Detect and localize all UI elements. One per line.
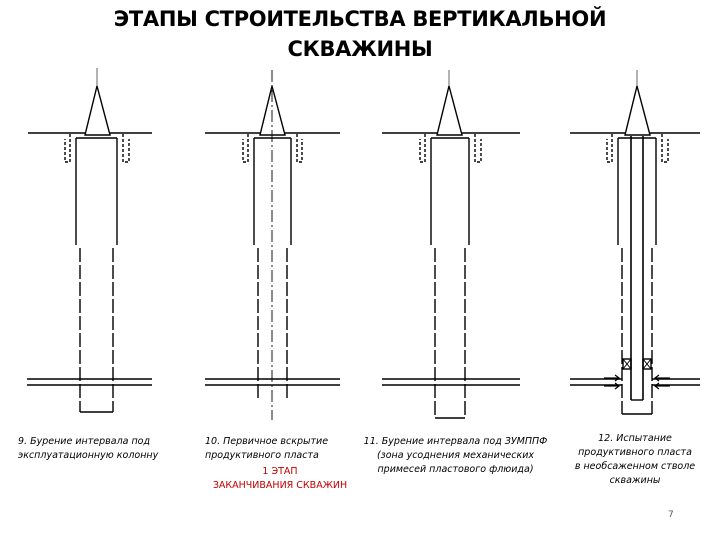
derrick-triangle xyxy=(260,86,285,135)
caption-stage-9 xyxy=(18,435,188,463)
caption-stage-12 xyxy=(565,432,705,488)
well-stage-9 xyxy=(27,86,152,412)
derrick-triangle xyxy=(85,86,110,135)
inflow-arrows xyxy=(604,375,670,389)
caption-line: скважины xyxy=(609,475,661,486)
slide-title-line-1: ЭТАПЫ СТРОИТЕЛЬСТВА ВЕРТИКАЛЬНОЙ xyxy=(113,7,607,31)
caption-line: в необсаженном стволе xyxy=(574,461,696,472)
caption-line: примесей пластового флюида) xyxy=(377,464,534,475)
caption-stage-10 xyxy=(205,435,355,493)
caption-line: 12. Испытание xyxy=(598,433,672,444)
well-stage-10 xyxy=(205,70,340,420)
caption-line: продуктивного пласта xyxy=(578,447,692,458)
slide-title-line-2: СКВАЖИНЫ xyxy=(287,37,433,61)
derrick-triangle xyxy=(625,86,650,135)
derrick-triangle xyxy=(437,86,462,135)
caption-line: (зона усоднения механических xyxy=(376,450,535,461)
caption-line: продуктивного пласта xyxy=(205,450,319,461)
caption-line: эксплуатационную колонну xyxy=(18,450,159,461)
highlight-line: 1 ЭТАП xyxy=(262,466,298,477)
caption-line: 11. Бурение интервала под ЗУМППФ xyxy=(363,436,548,447)
caption-line: 10. Первичное вскрытие xyxy=(205,436,329,447)
well-stage-11 xyxy=(382,86,520,418)
stage-highlight xyxy=(205,465,355,493)
highlight-line: ЗАКАНЧИВАНИЯ СКВАЖИН xyxy=(212,480,348,491)
well-stage-12 xyxy=(570,86,700,414)
caption-stage-11 xyxy=(358,435,553,477)
page-number: 7 xyxy=(668,510,674,520)
caption-line: 9. Бурение интервала под xyxy=(18,436,151,447)
